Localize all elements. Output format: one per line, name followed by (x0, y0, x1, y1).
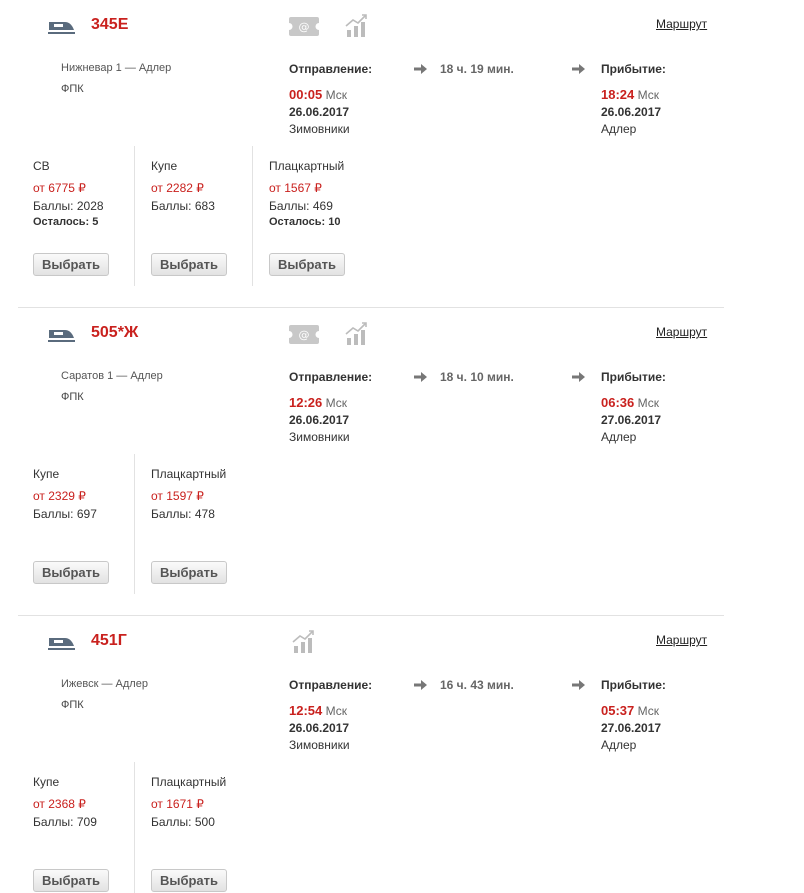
seats-left: Осталось: 10 (269, 216, 341, 228)
class-points: Баллы: 500 (151, 815, 215, 829)
arrow-right-icon (572, 63, 586, 75)
class-option (151, 766, 269, 893)
class-type: Плацкартный (269, 159, 345, 173)
travel-duration: 18 ч. 19 мин. (440, 62, 514, 76)
train-icon (46, 633, 76, 653)
train-number: 345Е (91, 16, 129, 33)
class-points: Баллы: 697 (33, 507, 97, 521)
train-card (0, 616, 724, 893)
class-price: от 1567 ₽ (269, 181, 322, 195)
departure-label: Отправление: (289, 370, 373, 384)
departure-date: 26.06.2017 (289, 105, 350, 119)
route-text: Ижевск — Адлер (61, 678, 148, 690)
arrival-label: Прибытие: (601, 370, 666, 384)
class-option (269, 150, 387, 290)
route-text: Саратов 1 — Адлер (61, 370, 163, 382)
train-icon (46, 325, 76, 345)
class-type: Купе (33, 467, 60, 481)
stats-chart-icon (345, 13, 369, 38)
route-link[interactable]: Маршрут (656, 325, 708, 339)
select-button[interactable]: Выбрать (269, 253, 345, 276)
class-price: от 2329 ₽ (33, 489, 86, 503)
svg-text:@: @ (298, 328, 310, 342)
class-price: от 1671 ₽ (151, 797, 204, 811)
departure-time: 00:05 Мск (289, 87, 347, 102)
column-divider (134, 762, 135, 893)
eticket-icon (288, 324, 320, 345)
arrival-date: 27.06.2017 (601, 721, 662, 735)
departure-date: 26.06.2017 (289, 413, 350, 427)
arrival-station: Адлер (601, 122, 637, 136)
class-points: Баллы: 469 (269, 199, 333, 213)
class-price: от 2282 ₽ (151, 181, 204, 195)
select-button[interactable]: Выбрать (151, 253, 227, 276)
arrival-date: 27.06.2017 (601, 413, 662, 427)
class-price: от 1597 ₽ (151, 489, 204, 503)
arrival-date: 26.06.2017 (601, 105, 662, 119)
departure-label: Отправление: (289, 678, 373, 692)
departure-station: Зимовники (289, 738, 350, 752)
train-card (0, 308, 724, 616)
column-divider (134, 146, 135, 286)
arrow-right-icon (414, 371, 428, 383)
route-link[interactable]: Маршрут (656, 633, 708, 647)
select-button[interactable]: Выбрать (33, 561, 109, 584)
departure-time: 12:54 Мск (289, 703, 347, 718)
svg-text:@: @ (298, 20, 310, 34)
carrier: ФПК (61, 83, 84, 95)
carrier: ФПК (61, 699, 84, 711)
class-type: СВ (33, 159, 50, 173)
arrow-right-icon (572, 371, 586, 383)
seats-left: Осталось: 5 (33, 216, 99, 228)
train-card (0, 0, 724, 308)
class-type: Купе (151, 159, 178, 173)
travel-duration: 16 ч. 43 мин. (440, 678, 514, 692)
class-type: Купе (33, 775, 60, 789)
departure-station: Зимовники (289, 122, 350, 136)
class-points: Баллы: 2028 (33, 199, 104, 213)
stats-chart-icon (292, 629, 316, 654)
travel-duration: 18 ч. 10 мин. (440, 370, 514, 384)
class-points: Баллы: 478 (151, 507, 215, 521)
route-link[interactable]: Маршрут (656, 17, 708, 31)
select-button[interactable]: Выбрать (33, 253, 109, 276)
route-text: Нижневар 1 — Адлер (61, 62, 172, 74)
train-icon (46, 17, 76, 37)
arrival-label: Прибытие: (601, 62, 666, 76)
select-button[interactable]: Выбрать (151, 561, 227, 584)
eticket-icon (288, 16, 320, 37)
class-type: Плацкартный (151, 775, 227, 789)
departure-time: 12:26 Мск (289, 395, 347, 410)
arrow-right-icon (414, 679, 428, 691)
train-number: 505*Ж (91, 324, 139, 341)
class-price: от 6775 ₽ (33, 181, 86, 195)
class-points: Баллы: 683 (151, 199, 215, 213)
arrival-label: Прибытие: (601, 678, 666, 692)
select-button[interactable]: Выбрать (33, 869, 109, 892)
arrival-station: Адлер (601, 430, 637, 444)
arrival-station: Адлер (601, 738, 637, 752)
arrow-right-icon (572, 679, 586, 691)
stats-chart-icon (345, 321, 369, 346)
class-points: Баллы: 709 (33, 815, 97, 829)
column-divider (252, 146, 253, 286)
arrival-time: 05:37 Мск (601, 703, 659, 718)
select-button[interactable]: Выбрать (151, 869, 227, 892)
class-price: от 2368 ₽ (33, 797, 86, 811)
arrival-time: 06:36 Мск (601, 395, 659, 410)
column-divider (134, 454, 135, 594)
carrier: ФПК (61, 391, 84, 403)
class-option (151, 458, 269, 598)
departure-date: 26.06.2017 (289, 721, 350, 735)
arrow-right-icon (414, 63, 428, 75)
train-number: 451Г (91, 632, 127, 649)
departure-station: Зимовники (289, 430, 350, 444)
arrival-time: 18:24 Мск (601, 87, 659, 102)
class-type: Плацкартный (151, 467, 227, 481)
departure-label: Отправление: (289, 62, 373, 76)
